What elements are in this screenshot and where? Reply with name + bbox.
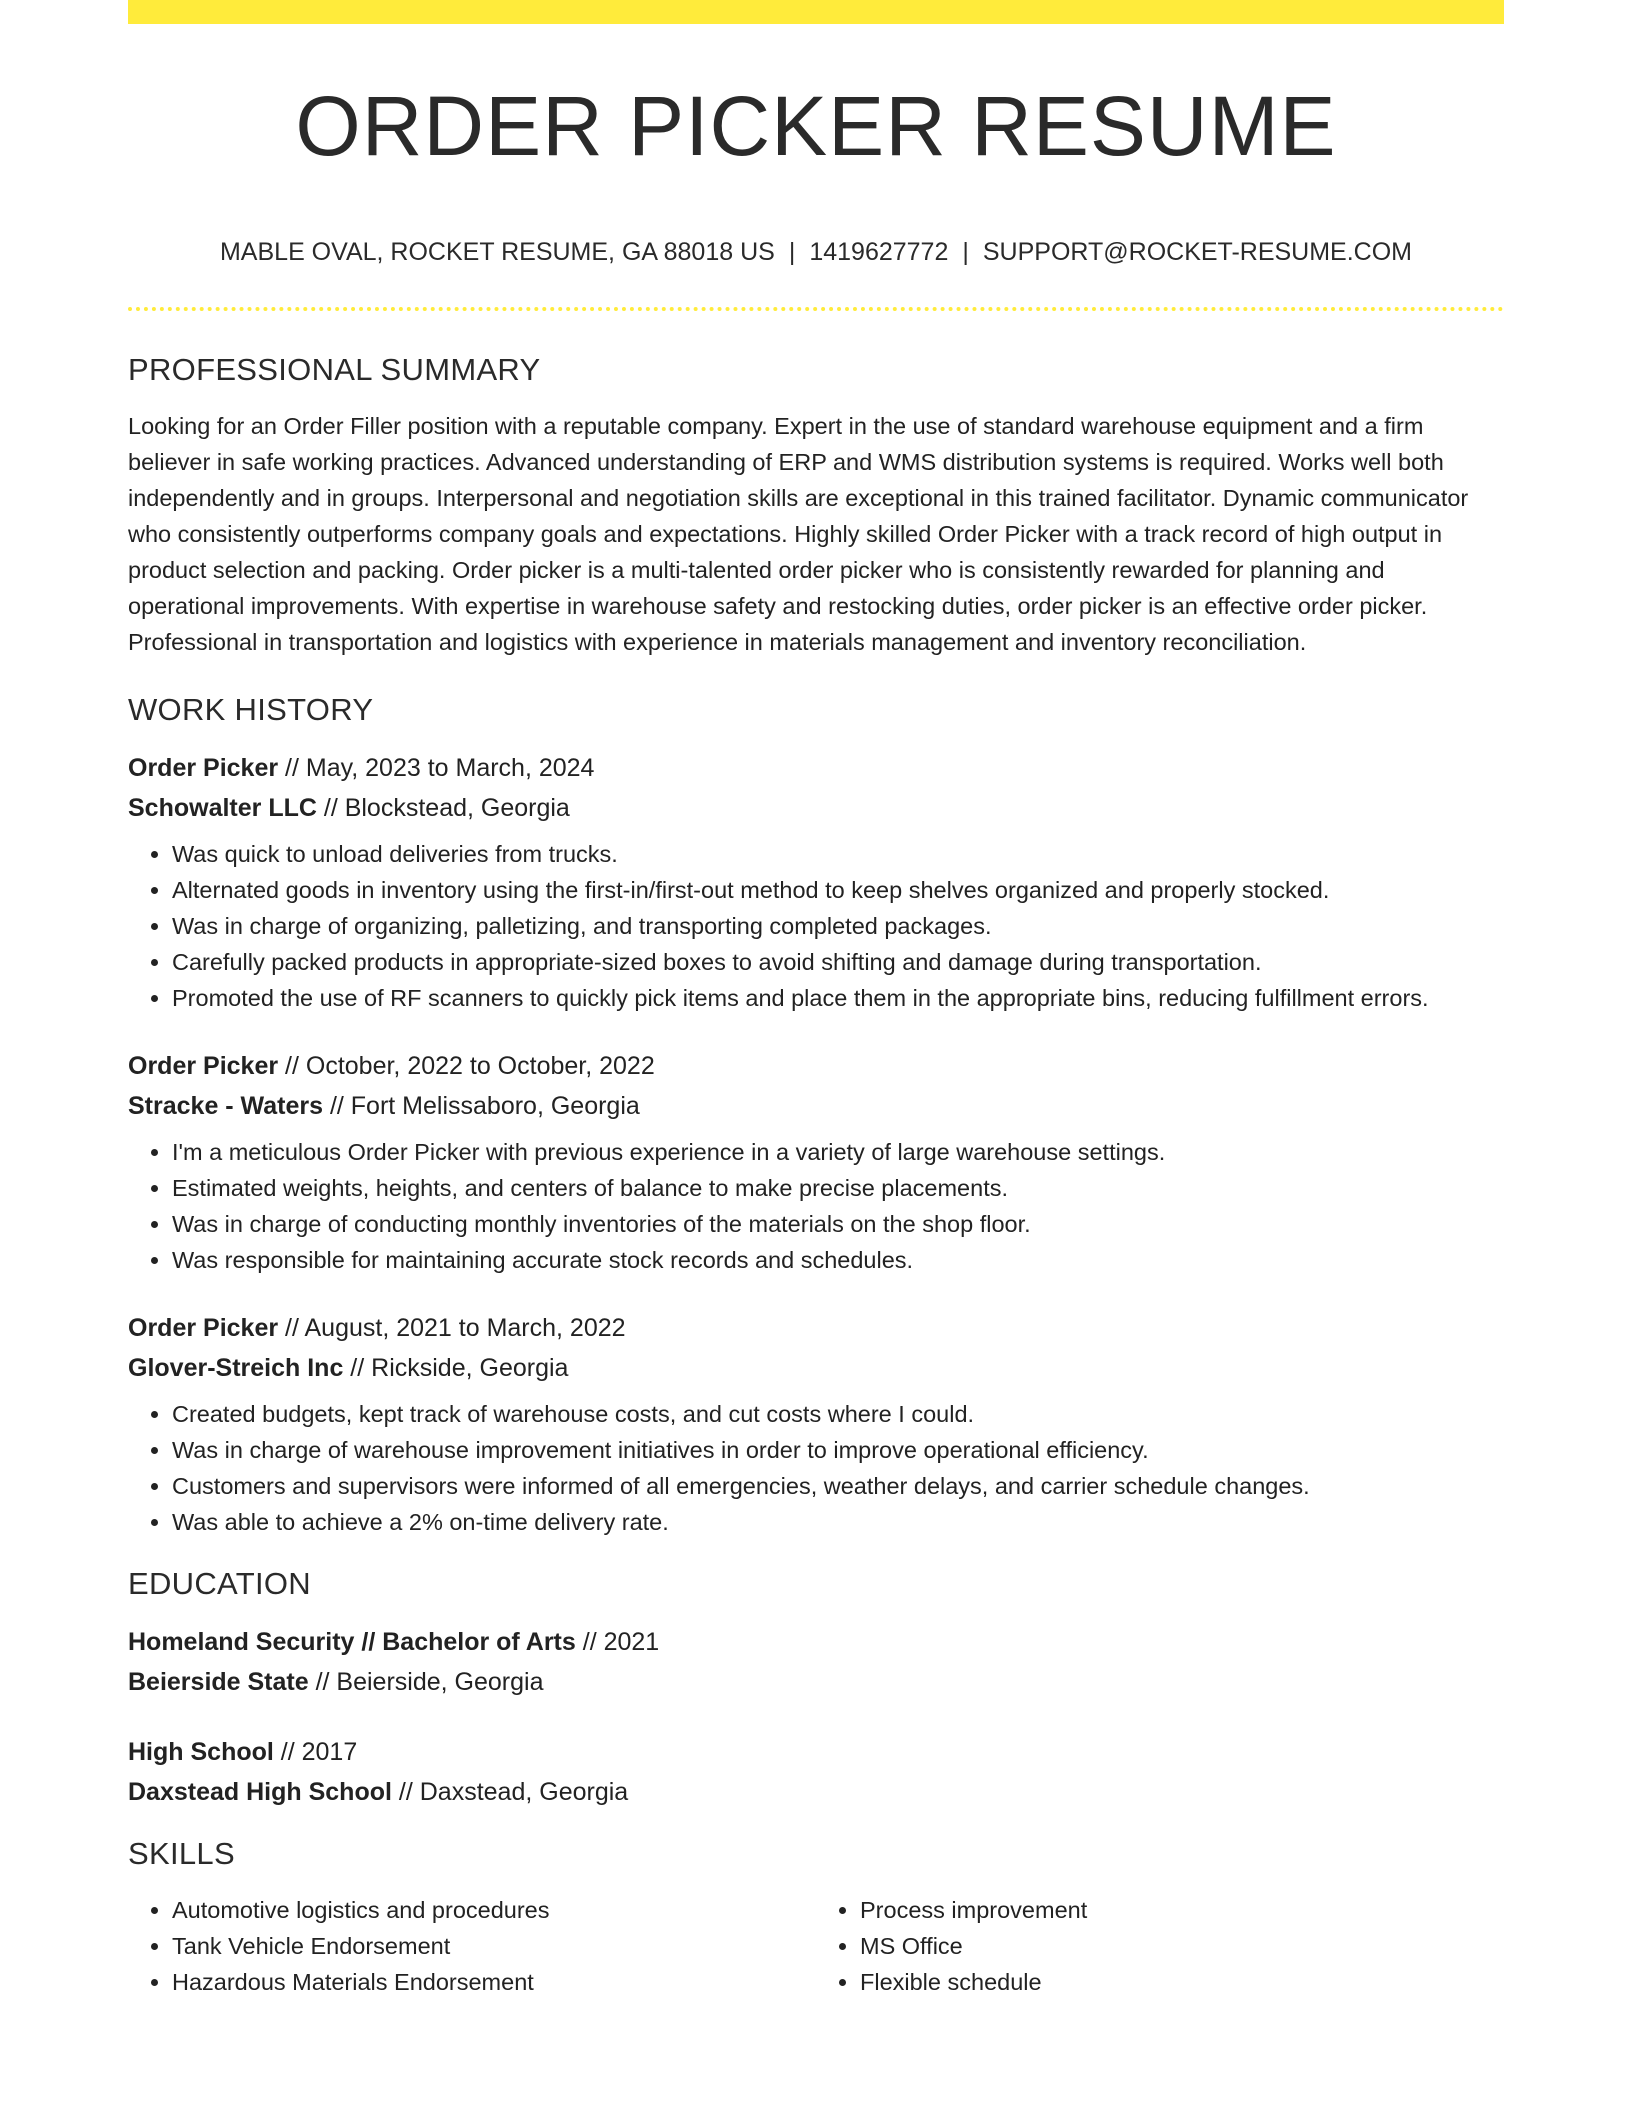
job-title: Order Picker [128,1314,279,1342]
resume-content [128,352,1504,2000]
list-item: • I'm a meticulous Order Picker with previous experience in a variety of large warehouse settings. [172,1134,1504,1170]
education-entry [128,1732,1504,1812]
education-entry [128,1622,1504,1702]
list-item: • Was able to achieve a 2% on-time delivery rate. [172,1504,1504,1540]
summary-text: Looking for an Order Filler position with a reputable company. Expert in the use of standard warehouse equipment and a firm believer in safe working practices. Advanced understanding of ERP and WMS distribution systems is required. Works well both independently and in groups. Interpersonal and negotiation skills are exceptional in this trained facilitator. Dynamic communicator who consistently outperforms company goals and expectations. Highly skilled Order Picker with a track record of high output in product selection and packing. Order picker is a multi-talented order picker who is consistently rewarded for planning and operational improvements. With expertise in warehouse safety and restocking duties, order picker is an effective order picker. Professional in transportation and logistics with experience in materials management and inventory reconciliation. [128,413,1469,655]
education-degree: High School [128,1738,274,1766]
education-year: // 2017 [273,1738,358,1766]
dotted-divider [128,307,1504,311]
list-item: • Promoted the use of RF scanners to quickly pick items and place them in the appropriate bins, reducing fulfillment errors. [172,980,1504,1016]
list-item: • Was in charge of warehouse improvement initiatives in order to improve operational efficiency. [172,1432,1504,1468]
resume-title: ORDER PICKER RESUME [295,79,1337,173]
job-dates: // May, 2023 to March, 2024 [278,754,595,782]
job-title: Order Picker [128,754,279,782]
job-location: // Fort Melissaboro, Georgia [323,1092,640,1120]
list-item: • Tank Vehicle Endorsement [172,1928,816,1964]
education-school-line [128,1772,1504,1812]
list-item: • MS Office [860,1928,1504,1964]
education-degree-line [128,1732,1504,1772]
job-title-line [128,1046,1504,1086]
job-company: Schowalter LLC [128,794,317,822]
contact-separator: | [962,238,969,266]
job-entry [128,1308,1504,1540]
contact-address: MABLE OVAL, ROCKET RESUME, GA 88018 US [219,238,775,266]
list-item: • Alternated goods in inventory using the first-in/first-out method to keep shelves organized and properly stocked. [172,872,1504,908]
job-title-line [128,1308,1504,1348]
contact-line [128,238,1504,267]
job-dates: // August, 2021 to March, 2022 [278,1314,626,1342]
skills-list-left [128,1892,816,2000]
education-school-line [128,1662,1504,1702]
list-item: • Was responsible for maintaining accurate stock records and schedules. [172,1242,1504,1278]
education-school: Daxstead High School [128,1778,392,1806]
job-location: // Rickside, Georgia [343,1354,569,1382]
job-company-line [128,1086,1504,1126]
list-item: • Process improvement [860,1892,1504,1928]
list-item: • Flexible schedule [860,1964,1504,2000]
list-item: • Automotive logistics and procedures [172,1892,816,1928]
education-degree-line [128,1622,1504,1662]
education-school: Beierside State [128,1668,309,1696]
education-heading: EDUCATION [128,1566,311,1601]
contact-email: SUPPORT@ROCKET-RESUME.COM [982,238,1413,266]
education-year: // 2021 [575,1628,660,1656]
list-item: • Created budgets, kept track of warehouse costs, and cut costs where I could. [172,1396,1504,1432]
job-entry [128,1046,1504,1278]
list-item: • Customers and supervisors were informed of all emergencies, weather delays, and carrier schedule changes. [172,1468,1504,1504]
list-item: • Was in charge of conducting monthly inventories of the materials on the shop floor. [172,1206,1504,1242]
contact-phone: 1419627772 [809,238,949,266]
list-item: • Carefully packed products in appropriate-sized boxes to avoid shifting and damage during transportation. [172,944,1504,980]
education-location: // Beierside, Georgia [308,1668,544,1696]
list-item: • Estimated weights, heights, and centers of balance to make precise placements. [172,1170,1504,1206]
skills-columns [128,1892,1504,2000]
contact-separator: | [788,238,796,266]
job-title: Order Picker [128,1052,279,1080]
education-degree: Homeland Security // Bachelor of Arts [128,1628,576,1656]
job-company: Glover-Streich Inc [128,1354,344,1382]
job-company-line [128,1348,1504,1388]
job-entry [128,748,1504,1016]
job-location: // Blockstead, Georgia [316,794,570,822]
job-company: Stracke - Waters [128,1092,323,1120]
work-history-heading: WORK HISTORY [128,692,374,727]
job-bullets [128,836,1504,1016]
education-location: // Daxstead, Georgia [391,1778,629,1806]
job-title-line [128,748,1504,788]
skills-heading: SKILLS [128,1836,235,1871]
job-bullets [128,1396,1504,1540]
top-accent-bar [128,0,1504,24]
list-item: • Hazardous Materials Endorsement [172,1964,816,2000]
skills-list-right [816,1892,1504,2000]
job-company-line [128,788,1504,828]
summary-heading: PROFESSIONAL SUMMARY [128,352,541,387]
list-item: • Was quick to unload deliveries from trucks. [172,836,1504,872]
job-bullets [128,1134,1504,1278]
list-item: • Was in charge of organizing, palletizing, and transporting completed packages. [172,908,1504,944]
job-dates: // October, 2022 to October, 2022 [278,1052,655,1080]
